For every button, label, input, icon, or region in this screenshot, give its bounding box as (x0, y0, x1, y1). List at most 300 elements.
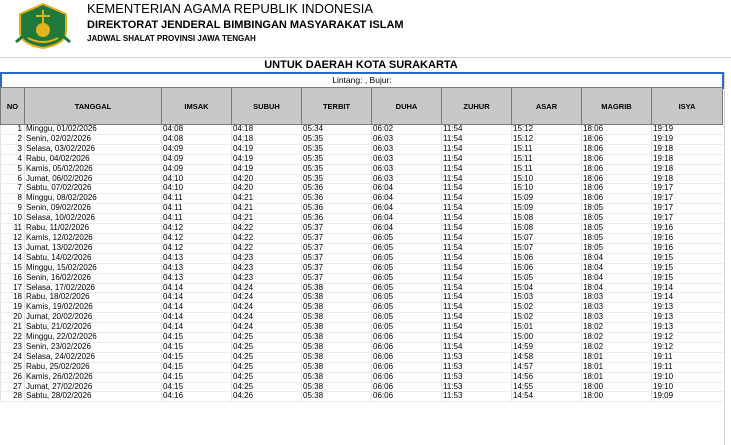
cell-terbit[interactable]: 05:38 (302, 333, 372, 343)
cell-asar[interactable]: 15:02 (512, 303, 582, 313)
column-header-isya[interactable]: ISYA (652, 88, 723, 125)
cell-duha[interactable]: 06:06 (372, 352, 442, 362)
cell-zuhur[interactable]: 11:53 (442, 382, 512, 392)
cell-magrib[interactable]: 18:06 (582, 144, 652, 154)
cell-tanggal[interactable]: Rabu, 04/02/2026 (25, 154, 162, 164)
cell-no[interactable]: 1 (1, 125, 25, 135)
cell-tanggal[interactable]: Sabtu, 21/02/2026 (25, 323, 162, 333)
cell-subuh[interactable]: 04:24 (232, 313, 302, 323)
cell-tanggal[interactable]: Rabu, 18/02/2026 (25, 293, 162, 303)
cell-subuh[interactable]: 04:25 (232, 342, 302, 352)
table-row (1, 303, 723, 313)
cell-imsak[interactable]: 04:13 (162, 253, 232, 263)
cell-asar[interactable]: 15:09 (512, 204, 582, 214)
cell-asar[interactable]: 15:04 (512, 283, 582, 293)
cell-imsak[interactable]: 04:11 (162, 194, 232, 204)
cell-imsak[interactable]: 04:14 (162, 293, 232, 303)
cell-imsak[interactable]: 04:15 (162, 352, 232, 362)
cell-magrib[interactable]: 18:06 (582, 174, 652, 184)
cell-zuhur[interactable]: 11:54 (442, 224, 512, 234)
cell-duha[interactable]: 06:05 (372, 323, 442, 333)
cell-tanggal[interactable]: Kamis, 05/02/2026 (25, 164, 162, 174)
cell-magrib[interactable]: 18:06 (582, 194, 652, 204)
cell-imsak[interactable]: 04:16 (162, 392, 232, 402)
cell-zuhur[interactable]: 11:53 (442, 362, 512, 372)
cell-magrib[interactable]: 18:04 (582, 273, 652, 283)
cell-imsak[interactable]: 04:14 (162, 283, 232, 293)
cell-terbit[interactable]: 05:38 (302, 352, 372, 362)
cell-zuhur[interactable]: 11:54 (442, 303, 512, 313)
cell-terbit[interactable]: 05:37 (302, 253, 372, 263)
cell-duha[interactable]: 06:05 (372, 303, 442, 313)
cell-no[interactable]: 28 (1, 392, 25, 402)
cell-terbit[interactable]: 05:38 (302, 362, 372, 372)
cell-subuh[interactable]: 04:22 (232, 233, 302, 243)
cell-tanggal[interactable]: Selasa, 17/02/2026 (25, 283, 162, 293)
cell-subuh[interactable]: 04:18 (232, 134, 302, 144)
cell-imsak[interactable]: 04:13 (162, 263, 232, 273)
cell-asar[interactable]: 15:02 (512, 313, 582, 323)
cell-magrib[interactable]: 18:05 (582, 243, 652, 253)
cell-imsak[interactable]: 04:14 (162, 303, 232, 313)
cell-subuh[interactable]: 04:25 (232, 362, 302, 372)
cell-tanggal[interactable]: Kamis, 19/02/2026 (25, 303, 162, 313)
cell-subuh[interactable]: 04:23 (232, 253, 302, 263)
cell-terbit[interactable]: 05:38 (302, 293, 372, 303)
prayer-schedule-table (0, 87, 723, 402)
cell-imsak[interactable]: 04:09 (162, 144, 232, 154)
cell-subuh[interactable]: 04:21 (232, 214, 302, 224)
cell-isya[interactable]: 19:16 (652, 224, 723, 234)
cell-no[interactable]: 16 (1, 273, 25, 283)
column-header-asar[interactable]: ASAR (512, 88, 582, 125)
column-header-imsak[interactable]: IMSAK (162, 88, 232, 125)
cell-no[interactable]: 4 (1, 154, 25, 164)
cell-tanggal[interactable]: Senin, 09/02/2026 (25, 204, 162, 214)
cell-isya[interactable]: 19:18 (652, 164, 723, 174)
cell-duha[interactable]: 06:06 (372, 392, 442, 402)
cell-asar[interactable]: 15:06 (512, 253, 582, 263)
cell-zuhur[interactable]: 11:53 (442, 352, 512, 362)
cell-zuhur[interactable]: 11:54 (442, 214, 512, 224)
cell-terbit[interactable]: 05:35 (302, 164, 372, 174)
cell-no[interactable]: 15 (1, 263, 25, 273)
cell-tanggal[interactable]: Senin, 16/02/2026 (25, 273, 162, 283)
cell-zuhur[interactable]: 11:54 (442, 313, 512, 323)
cell-terbit[interactable]: 05:38 (302, 382, 372, 392)
cell-zuhur[interactable]: 11:53 (442, 392, 512, 402)
cell-duha[interactable]: 06:03 (372, 164, 442, 174)
cell-terbit[interactable]: 05:34 (302, 125, 372, 135)
cell-isya[interactable]: 19:11 (652, 352, 723, 362)
cell-isya[interactable]: 19:19 (652, 134, 723, 144)
cell-zuhur[interactable]: 11:53 (442, 372, 512, 382)
cell-asar[interactable]: 15:08 (512, 224, 582, 234)
cell-tanggal[interactable]: Sabtu, 07/02/2026 (25, 184, 162, 194)
cell-asar[interactable]: 15:03 (512, 293, 582, 303)
cell-tanggal[interactable]: Kamis, 26/02/2026 (25, 372, 162, 382)
cell-tanggal[interactable]: Minggu, 01/02/2026 (25, 125, 162, 135)
cell-duha[interactable]: 06:05 (372, 253, 442, 263)
cell-imsak[interactable]: 04:12 (162, 224, 232, 234)
cell-imsak[interactable]: 04:08 (162, 125, 232, 135)
cell-zuhur[interactable]: 11:54 (442, 342, 512, 352)
cell-isya[interactable]: 19:16 (652, 233, 723, 243)
cell-duha[interactable]: 06:06 (372, 342, 442, 352)
cell-isya[interactable]: 19:13 (652, 303, 723, 313)
cell-magrib[interactable]: 18:05 (582, 224, 652, 234)
cell-duha[interactable]: 06:05 (372, 293, 442, 303)
cell-zuhur[interactable]: 11:54 (442, 125, 512, 135)
cell-terbit[interactable]: 05:35 (302, 154, 372, 164)
cell-zuhur[interactable]: 11:54 (442, 333, 512, 343)
cell-isya[interactable]: 19:11 (652, 362, 723, 372)
cell-isya[interactable]: 19:16 (652, 243, 723, 253)
cell-asar[interactable]: 14:54 (512, 392, 582, 402)
cell-asar[interactable]: 15:07 (512, 233, 582, 243)
cell-no[interactable]: 18 (1, 293, 25, 303)
cell-zuhur[interactable]: 11:54 (442, 243, 512, 253)
cell-no[interactable]: 17 (1, 283, 25, 293)
cell-isya[interactable]: 19:12 (652, 342, 723, 352)
cell-terbit[interactable]: 05:37 (302, 233, 372, 243)
cell-magrib[interactable]: 18:05 (582, 233, 652, 243)
cell-no[interactable]: 2 (1, 134, 25, 144)
cell-duha[interactable]: 06:05 (372, 283, 442, 293)
cell-imsak[interactable]: 04:08 (162, 134, 232, 144)
cell-tanggal[interactable]: Jumat, 06/02/2026 (25, 174, 162, 184)
grid-column-edge (724, 72, 731, 445)
cell-duha[interactable]: 06:04 (372, 214, 442, 224)
column-header-duha[interactable]: DUHA (372, 88, 442, 125)
cell-asar[interactable]: 15:07 (512, 243, 582, 253)
cell-magrib[interactable]: 18:06 (582, 134, 652, 144)
cell-terbit[interactable]: 05:36 (302, 214, 372, 224)
cell-duha[interactable]: 06:04 (372, 224, 442, 234)
cell-no[interactable]: 3 (1, 144, 25, 154)
cell-asar[interactable]: 14:59 (512, 342, 582, 352)
table-row (1, 194, 723, 204)
column-header-terbit[interactable]: TERBIT (302, 88, 372, 125)
cell-zuhur[interactable]: 11:54 (442, 174, 512, 184)
column-header-tanggal[interactable]: TANGGAL (25, 88, 162, 125)
cell-tanggal[interactable]: Minggu, 22/02/2026 (25, 333, 162, 343)
cell-asar[interactable]: 15:00 (512, 333, 582, 343)
cell-magrib[interactable]: 18:04 (582, 283, 652, 293)
cell-subuh[interactable]: 04:21 (232, 204, 302, 214)
cell-asar[interactable]: 15:10 (512, 184, 582, 194)
cell-subuh[interactable]: 04:22 (232, 243, 302, 253)
cell-no[interactable]: 8 (1, 194, 25, 204)
cell-duha[interactable]: 06:03 (372, 134, 442, 144)
cell-imsak[interactable]: 04:14 (162, 313, 232, 323)
table-row (1, 263, 723, 273)
cell-duha[interactable]: 06:05 (372, 273, 442, 283)
cell-duha[interactable]: 06:06 (372, 333, 442, 343)
cell-zuhur[interactable]: 11:54 (442, 204, 512, 214)
cell-imsak[interactable]: 04:15 (162, 333, 232, 343)
cell-asar[interactable]: 14:58 (512, 352, 582, 362)
cell-tanggal[interactable]: Sabtu, 14/02/2026 (25, 253, 162, 263)
cell-no[interactable]: 7 (1, 184, 25, 194)
cell-asar[interactable]: 15:09 (512, 194, 582, 204)
cell-asar[interactable]: 14:55 (512, 382, 582, 392)
cell-terbit[interactable]: 05:38 (302, 342, 372, 352)
cell-terbit[interactable]: 05:36 (302, 184, 372, 194)
cell-isya[interactable]: 19:18 (652, 144, 723, 154)
cell-no[interactable]: 21 (1, 323, 25, 333)
cell-terbit[interactable]: 05:35 (302, 174, 372, 184)
cell-terbit[interactable]: 05:38 (302, 303, 372, 313)
cell-isya[interactable]: 19:15 (652, 253, 723, 263)
cell-zuhur[interactable]: 11:54 (442, 323, 512, 333)
cell-no[interactable]: 10 (1, 214, 25, 224)
cell-magrib[interactable]: 18:01 (582, 352, 652, 362)
cell-asar[interactable]: 14:56 (512, 372, 582, 382)
cell-magrib[interactable]: 18:03 (582, 293, 652, 303)
cell-imsak[interactable]: 04:11 (162, 204, 232, 214)
cell-imsak[interactable]: 04:09 (162, 154, 232, 164)
cell-no[interactable]: 23 (1, 342, 25, 352)
cell-imsak[interactable]: 04:14 (162, 323, 232, 333)
cell-no[interactable]: 24 (1, 352, 25, 362)
cell-duha[interactable]: 06:06 (372, 372, 442, 382)
cell-isya[interactable]: 19:13 (652, 323, 723, 333)
cell-isya[interactable]: 19:17 (652, 204, 723, 214)
cell-isya[interactable]: 19:15 (652, 263, 723, 273)
cell-imsak[interactable]: 04:15 (162, 362, 232, 372)
cell-subuh[interactable]: 04:24 (232, 323, 302, 333)
cell-magrib[interactable]: 18:06 (582, 164, 652, 174)
cell-no[interactable]: 13 (1, 243, 25, 253)
cell-isya[interactable]: 19:10 (652, 382, 723, 392)
cell-subuh[interactable]: 04:22 (232, 224, 302, 234)
cell-asar[interactable]: 15:06 (512, 263, 582, 273)
cell-duha[interactable]: 06:05 (372, 233, 442, 243)
cell-isya[interactable]: 19:18 (652, 154, 723, 164)
cell-duha[interactable]: 06:05 (372, 313, 442, 323)
cell-duha[interactable]: 06:04 (372, 204, 442, 214)
cell-terbit[interactable]: 05:36 (302, 194, 372, 204)
cell-asar[interactable]: 15:12 (512, 134, 582, 144)
cell-no[interactable]: 6 (1, 174, 25, 184)
cell-duha[interactable]: 06:04 (372, 194, 442, 204)
cell-subuh[interactable]: 04:24 (232, 283, 302, 293)
table-row (1, 233, 723, 243)
cell-isya[interactable]: 19:15 (652, 273, 723, 283)
cell-isya[interactable]: 19:18 (652, 174, 723, 184)
cell-asar[interactable]: 15:11 (512, 144, 582, 154)
cell-imsak[interactable]: 04:10 (162, 184, 232, 194)
cell-terbit[interactable]: 05:38 (302, 392, 372, 402)
cell-tanggal[interactable]: Sabtu, 28/02/2026 (25, 392, 162, 402)
cell-duha[interactable]: 06:04 (372, 184, 442, 194)
cell-isya[interactable]: 19:12 (652, 333, 723, 343)
cell-terbit[interactable]: 05:35 (302, 134, 372, 144)
cell-subuh[interactable]: 04:24 (232, 303, 302, 313)
cell-tanggal[interactable]: Selasa, 24/02/2026 (25, 352, 162, 362)
cell-magrib[interactable]: 18:01 (582, 362, 652, 372)
cell-subuh[interactable]: 04:24 (232, 293, 302, 303)
cell-asar[interactable]: 15:12 (512, 125, 582, 135)
cell-tanggal[interactable]: Minggu, 08/02/2026 (25, 194, 162, 204)
cell-subuh[interactable]: 04:18 (232, 125, 302, 135)
cell-imsak[interactable]: 04:12 (162, 243, 232, 253)
cell-imsak[interactable]: 04:09 (162, 164, 232, 174)
cell-magrib[interactable]: 18:00 (582, 392, 652, 402)
cell-isya[interactable]: 19:17 (652, 194, 723, 204)
cell-isya[interactable]: 19:13 (652, 313, 723, 323)
cell-terbit[interactable]: 05:37 (302, 243, 372, 253)
cell-duha[interactable]: 06:06 (372, 382, 442, 392)
cell-subuh[interactable]: 04:19 (232, 164, 302, 174)
cell-magrib[interactable]: 18:04 (582, 253, 652, 263)
cell-no[interactable]: 19 (1, 303, 25, 313)
cell-magrib[interactable]: 18:02 (582, 342, 652, 352)
cell-isya[interactable]: 19:09 (652, 392, 723, 402)
cell-isya[interactable]: 19:14 (652, 283, 723, 293)
cell-asar[interactable]: 15:01 (512, 323, 582, 333)
column-header-zuhur[interactable]: ZUHUR (442, 88, 512, 125)
cell-subuh[interactable]: 04:25 (232, 333, 302, 343)
cell-terbit[interactable]: 05:37 (302, 263, 372, 273)
cell-terbit[interactable]: 05:38 (302, 313, 372, 323)
cell-subuh[interactable]: 04:20 (232, 174, 302, 184)
cell-terbit[interactable]: 05:38 (302, 372, 372, 382)
cell-zuhur[interactable]: 11:54 (442, 233, 512, 243)
cell-zuhur[interactable]: 11:54 (442, 283, 512, 293)
cell-magrib[interactable]: 18:00 (582, 382, 652, 392)
cell-zuhur[interactable]: 11:54 (442, 164, 512, 174)
cell-magrib[interactable]: 18:03 (582, 313, 652, 323)
cell-no[interactable]: 9 (1, 204, 25, 214)
cell-magrib[interactable]: 18:04 (582, 263, 652, 273)
cell-subuh[interactable]: 04:26 (232, 392, 302, 402)
cell-magrib[interactable]: 18:05 (582, 214, 652, 224)
cell-terbit[interactable]: 05:35 (302, 144, 372, 154)
cell-terbit[interactable]: 05:36 (302, 204, 372, 214)
cell-magrib[interactable]: 18:06 (582, 125, 652, 135)
cell-isya[interactable]: 19:19 (652, 125, 723, 135)
cell-no[interactable]: 5 (1, 164, 25, 174)
cell-tanggal[interactable]: Rabu, 25/02/2026 (25, 362, 162, 372)
cell-subuh[interactable]: 04:19 (232, 144, 302, 154)
cell-magrib[interactable]: 18:06 (582, 184, 652, 194)
cell-zuhur[interactable]: 11:54 (442, 263, 512, 273)
cell-zuhur[interactable]: 11:54 (442, 194, 512, 204)
cell-imsak[interactable]: 04:10 (162, 174, 232, 184)
cell-no[interactable]: 11 (1, 224, 25, 234)
cell-magrib[interactable]: 18:01 (582, 372, 652, 382)
cell-duha[interactable]: 06:06 (372, 362, 442, 372)
cell-zuhur[interactable]: 11:54 (442, 293, 512, 303)
coordinates-cell[interactable]: Lintang: , Bujur: (0, 72, 724, 89)
cell-terbit[interactable]: 05:37 (302, 224, 372, 234)
cell-magrib[interactable]: 18:02 (582, 323, 652, 333)
cell-no[interactable]: 14 (1, 253, 25, 263)
cell-zuhur[interactable]: 11:54 (442, 253, 512, 263)
cell-zuhur[interactable]: 11:54 (442, 144, 512, 154)
cell-no[interactable]: 25 (1, 362, 25, 372)
cell-duha[interactable]: 06:03 (372, 174, 442, 184)
cell-tanggal[interactable]: Rabu, 11/02/2026 (25, 224, 162, 234)
cell-subuh[interactable]: 04:20 (232, 184, 302, 194)
cell-magrib[interactable]: 18:05 (582, 204, 652, 214)
cell-no[interactable]: 12 (1, 233, 25, 243)
cell-no[interactable]: 26 (1, 372, 25, 382)
column-header-magrib[interactable]: MAGRIB (582, 88, 652, 125)
cell-tanggal[interactable]: Kamis, 12/02/2026 (25, 233, 162, 243)
cell-imsak[interactable]: 04:15 (162, 372, 232, 382)
cell-asar[interactable]: 15:10 (512, 174, 582, 184)
cell-magrib[interactable]: 18:02 (582, 333, 652, 343)
cell-subuh[interactable]: 04:19 (232, 154, 302, 164)
cell-subuh[interactable]: 04:23 (232, 273, 302, 283)
column-header-no[interactable]: NO (1, 88, 25, 125)
cell-no[interactable]: 22 (1, 333, 25, 343)
cell-imsak[interactable]: 04:15 (162, 342, 232, 352)
cell-asar[interactable]: 15:11 (512, 154, 582, 164)
cell-no[interactable]: 20 (1, 313, 25, 323)
cell-duha[interactable]: 06:03 (372, 144, 442, 154)
cell-zuhur[interactable]: 11:54 (442, 184, 512, 194)
cell-tanggal[interactable]: Selasa, 10/02/2026 (25, 214, 162, 224)
cell-asar[interactable]: 15:05 (512, 273, 582, 283)
cell-duha[interactable]: 06:05 (372, 263, 442, 273)
cell-subuh[interactable]: 04:21 (232, 194, 302, 204)
cell-isya[interactable]: 19:14 (652, 293, 723, 303)
grid-line (0, 57, 731, 58)
cell-zuhur[interactable]: 11:54 (442, 273, 512, 283)
cell-tanggal[interactable]: Jumat, 27/02/2026 (25, 382, 162, 392)
cell-asar[interactable]: 15:08 (512, 214, 582, 224)
cell-tanggal[interactable]: Jumat, 20/02/2026 (25, 313, 162, 323)
cell-terbit[interactable]: 05:38 (302, 283, 372, 293)
cell-magrib[interactable]: 18:06 (582, 154, 652, 164)
cell-subuh[interactable]: 04:25 (232, 382, 302, 392)
table-row (1, 154, 723, 164)
cell-isya[interactable]: 19:17 (652, 214, 723, 224)
cell-subuh[interactable]: 04:25 (232, 352, 302, 362)
cell-imsak[interactable]: 04:13 (162, 273, 232, 283)
cell-terbit[interactable]: 05:38 (302, 323, 372, 333)
cell-terbit[interactable]: 05:37 (302, 273, 372, 283)
cell-imsak[interactable]: 04:11 (162, 214, 232, 224)
cell-tanggal[interactable]: Minggu, 15/02/2026 (25, 263, 162, 273)
cell-duha[interactable]: 06:05 (372, 243, 442, 253)
cell-imsak[interactable]: 04:12 (162, 233, 232, 243)
cell-asar[interactable]: 14:57 (512, 362, 582, 372)
table-row (1, 293, 723, 303)
cell-zuhur[interactable]: 11:54 (442, 154, 512, 164)
cell-magrib[interactable]: 18:03 (582, 303, 652, 313)
column-header-subuh[interactable]: SUBUH (232, 88, 302, 125)
cell-tanggal[interactable]: Selasa, 03/02/2026 (25, 144, 162, 154)
cell-asar[interactable]: 15:11 (512, 164, 582, 174)
cell-tanggal[interactable]: Jumat, 13/02/2026 (25, 243, 162, 253)
cell-duha[interactable]: 06:03 (372, 154, 442, 164)
cell-isya[interactable]: 19:10 (652, 372, 723, 382)
cell-subuh[interactable]: 04:25 (232, 372, 302, 382)
cell-isya[interactable]: 19:17 (652, 184, 723, 194)
cell-duha[interactable]: 06:02 (372, 125, 442, 135)
cell-tanggal[interactable]: Senin, 02/02/2026 (25, 134, 162, 144)
cell-imsak[interactable]: 04:15 (162, 382, 232, 392)
cell-no[interactable]: 27 (1, 382, 25, 392)
cell-zuhur[interactable]: 11:54 (442, 134, 512, 144)
cell-subuh[interactable]: 04:23 (232, 263, 302, 273)
cell-tanggal[interactable]: Senin, 23/02/2026 (25, 342, 162, 352)
